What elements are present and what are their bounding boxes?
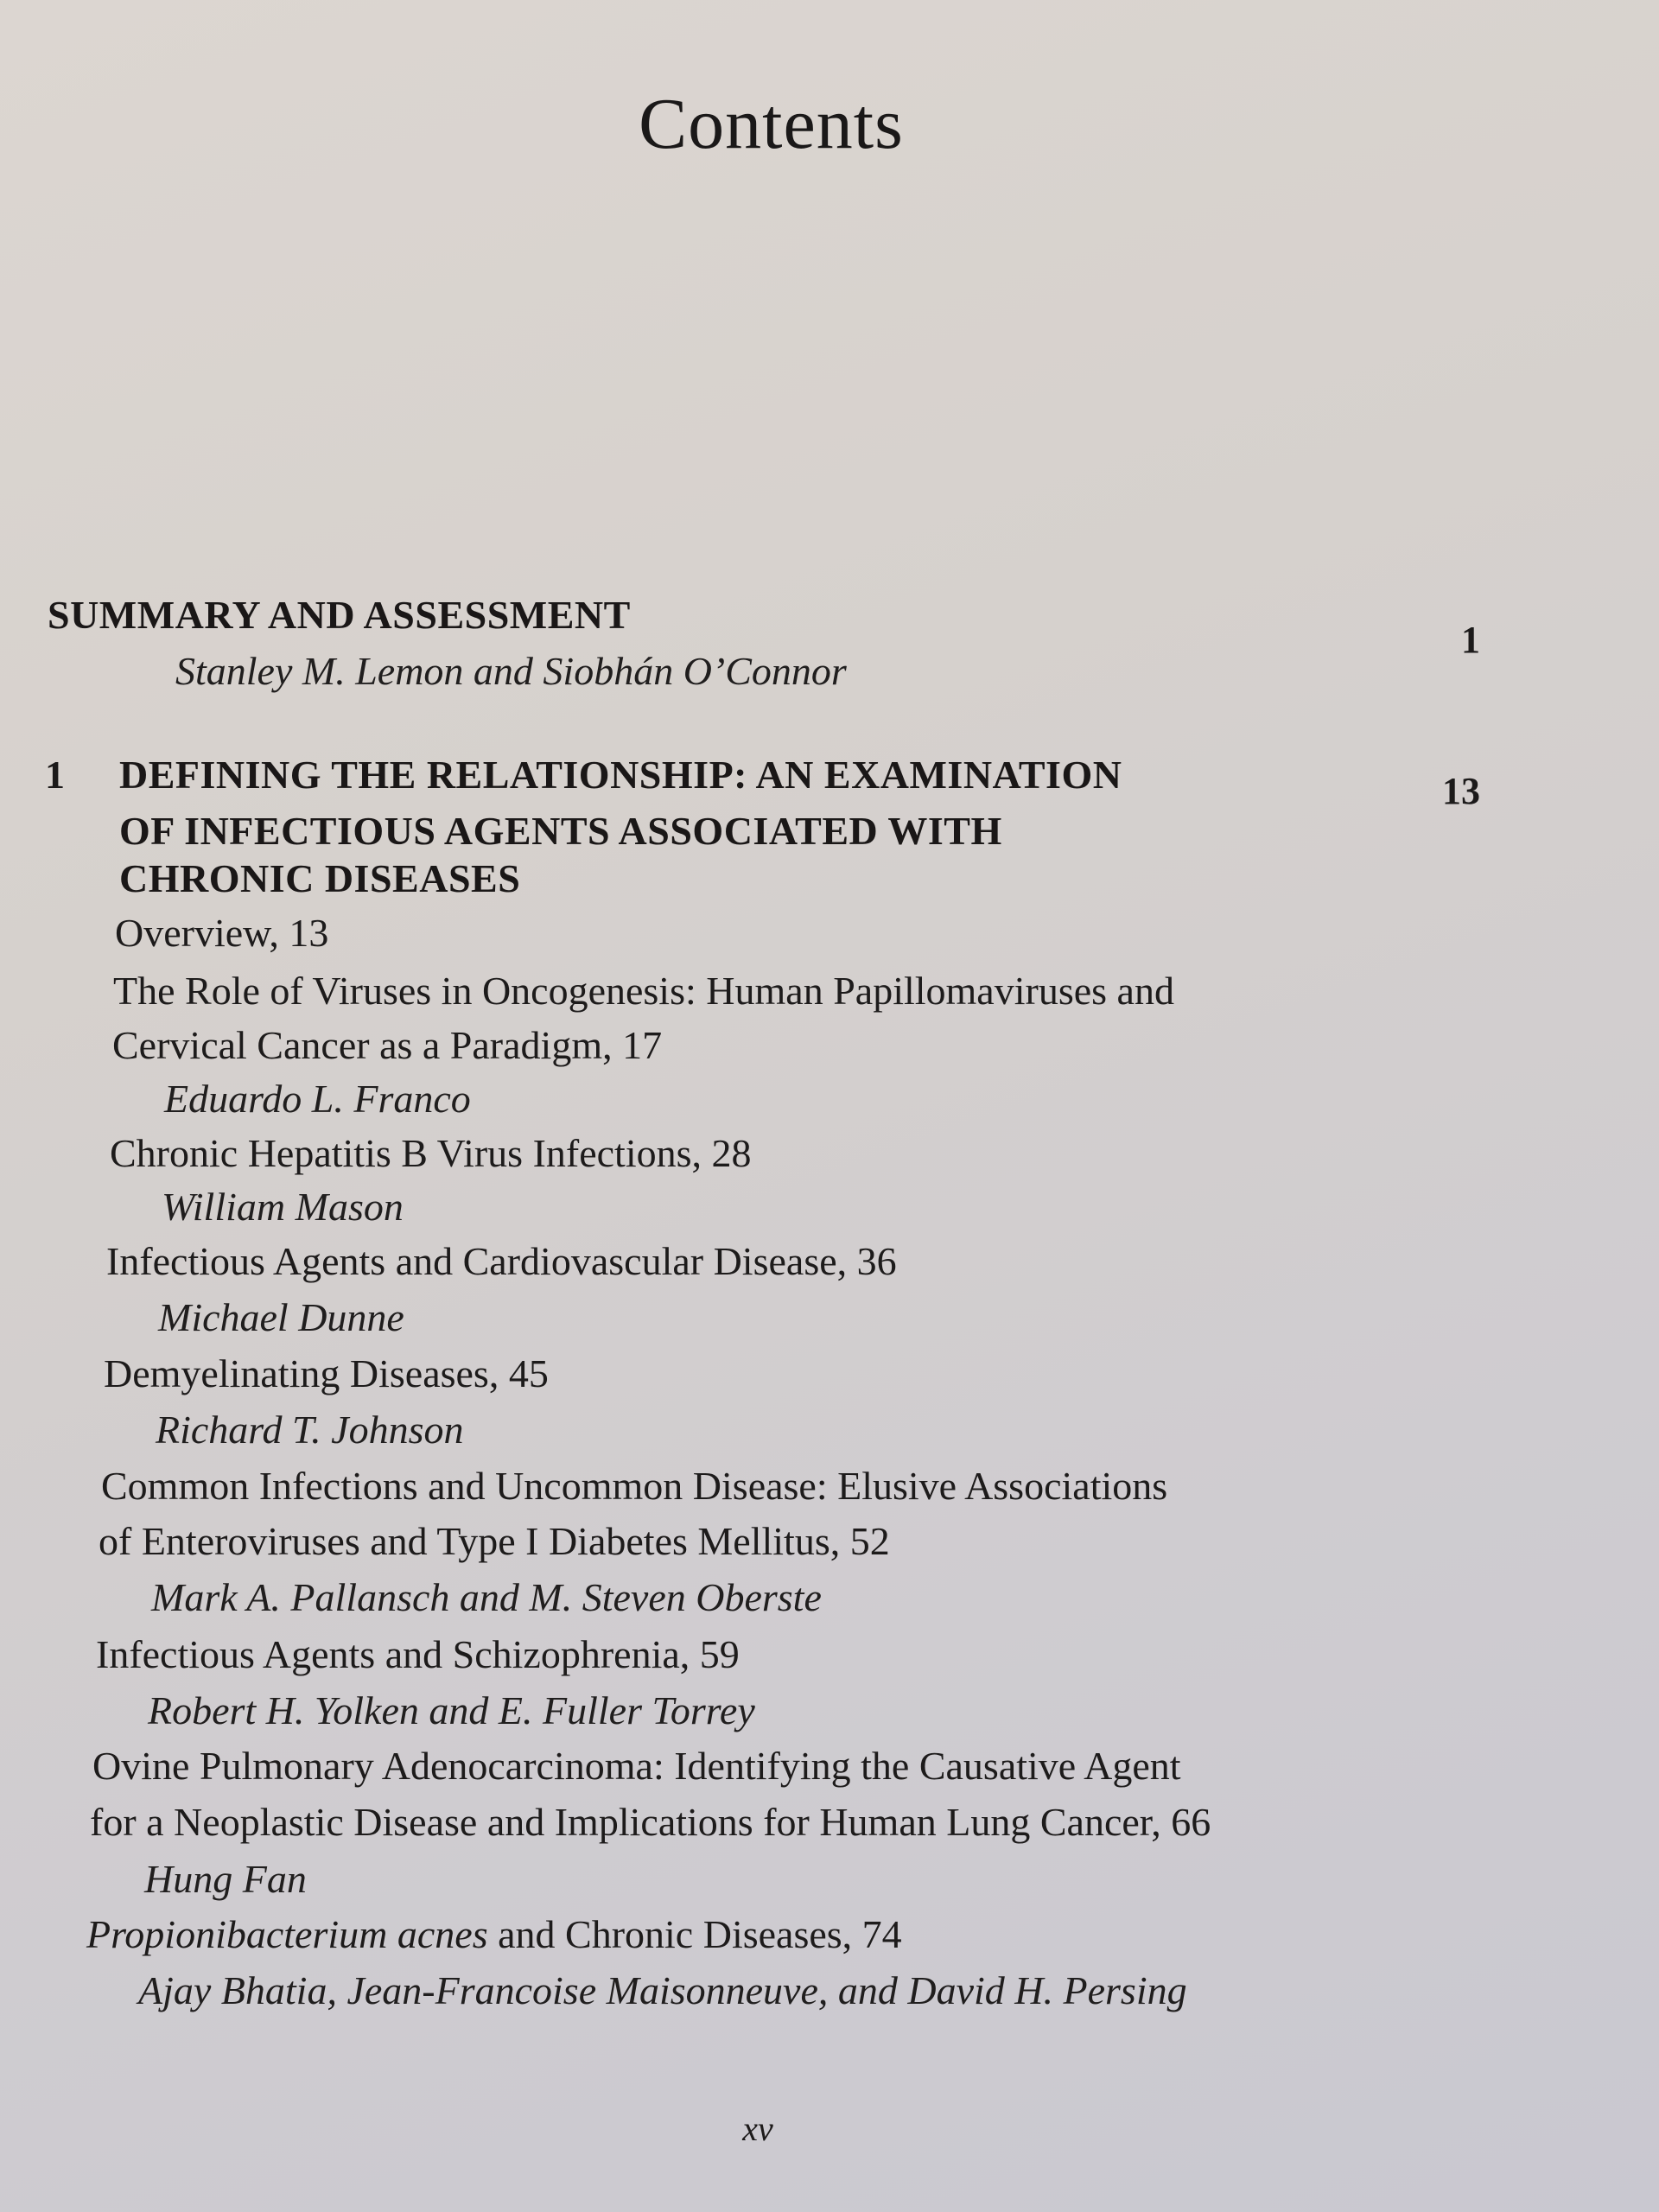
- toc-entry-schizophrenia: Infectious Agents and Schizophrenia, 59: [96, 1632, 740, 1676]
- toc-entry-propionibacterium: [86, 1911, 902, 1957]
- chapter-page-number: 13: [1442, 770, 1480, 812]
- toc-entry-overview: Overview, 13: [115, 911, 329, 955]
- toc-entry-propionibacterium-species: Propionibacterium acnes: [86, 1912, 488, 1956]
- toc-author-yolken: Robert H. Yolken and E. Fuller Torrey: [148, 1688, 755, 1732]
- chapter-heading-line-3: CHRONIC DISEASES: [119, 856, 521, 900]
- toc-entry-ovine-line-2: for a Neoplastic Disease and Implications for Human Lung Cancer, 66: [90, 1800, 1211, 1844]
- chapter-heading-line-2: OF INFECTIOUS AGENTS ASSOCIATED WITH: [119, 809, 1002, 853]
- toc-entry-demyelinating: Demyelinating Diseases, 45: [104, 1351, 549, 1395]
- toc-entry-hpv-line-1: The Role of Viruses in Oncogenesis: Human Papillomaviruses and: [113, 969, 1174, 1013]
- toc-entry-hepatitis: Chronic Hepatitis B Virus Infections, 28: [110, 1131, 752, 1175]
- chapter-number: 1: [45, 753, 65, 797]
- toc-author-dunne: Michael Dunne: [158, 1295, 404, 1339]
- page-folio: xv: [742, 2109, 773, 2148]
- summary-page-number: 1: [1461, 619, 1480, 661]
- chapter-heading-line-1: DEFINING THE RELATIONSHIP: AN EXAMINATION: [119, 753, 1122, 797]
- toc-author-pallansch: Mark A. Pallansch and M. Steven Oberste: [151, 1575, 822, 1619]
- summary-heading: SUMMARY AND ASSESSMENT: [48, 593, 631, 637]
- toc-author-bhatia: Ajay Bhatia, Jean-Francoise Maisonneuve, and David H. Persing: [138, 1968, 1187, 2012]
- toc-entry-enteroviruses-line-1: Common Infections and Uncommon Disease: Elusive Associations: [101, 1464, 1168, 1508]
- toc-author-franco: Eduardo L. Franco: [164, 1077, 471, 1121]
- toc-author-mason: William Mason: [162, 1185, 404, 1229]
- toc-author-fan: Hung Fan: [144, 1857, 307, 1901]
- toc-entry-cardiovascular: Infectious Agents and Cardiovascular Disease, 36: [106, 1239, 897, 1283]
- page-title: Contents: [639, 84, 904, 164]
- toc-author-johnson: Richard T. Johnson: [156, 1408, 464, 1452]
- toc-entry-enteroviruses-line-2: of Enteroviruses and Type I Diabetes Mellitus, 52: [99, 1519, 890, 1563]
- toc-entry-hpv-line-2: Cervical Cancer as a Paradigm, 17: [112, 1023, 663, 1067]
- summary-authors: Stanley M. Lemon and Siobhán O’Connor: [175, 649, 847, 693]
- toc-entry-ovine-line-1: Ovine Pulmonary Adenocarcinoma: Identifying the Causative Agent: [92, 1744, 1181, 1788]
- toc-entry-propionibacterium-rest: and Chronic Diseases, 74: [487, 1912, 902, 1956]
